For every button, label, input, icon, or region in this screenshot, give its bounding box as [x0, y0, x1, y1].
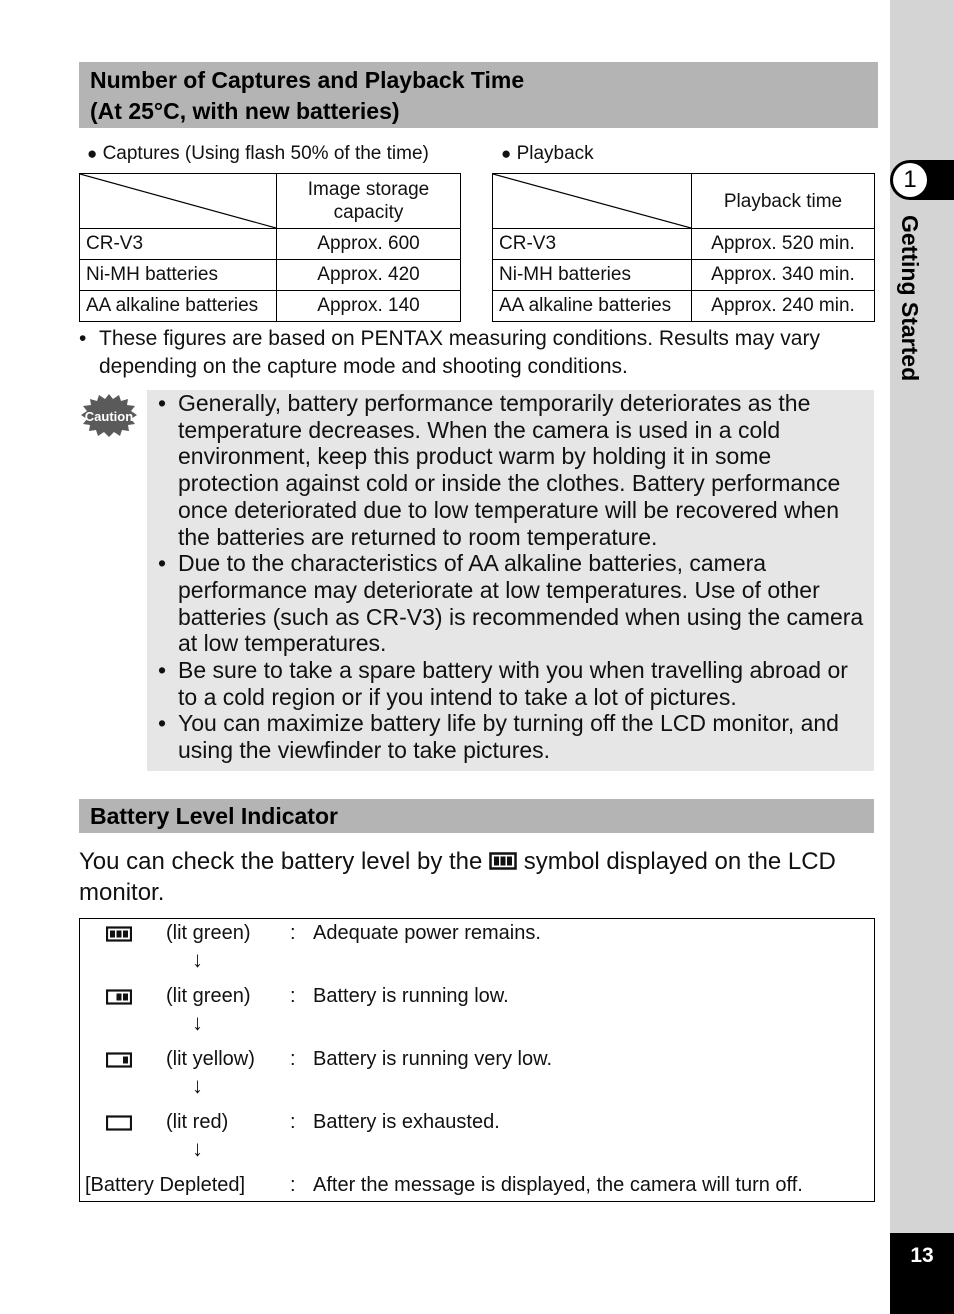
- table-corner-cell: [493, 174, 692, 229]
- table-row: [80, 229, 461, 260]
- level-colon: :: [290, 1111, 296, 1133]
- value-cell: Approx. 420: [277, 260, 461, 291]
- table-row: [493, 291, 875, 322]
- level-description: Adequate power remains.: [313, 922, 541, 944]
- level-description: Battery is exhausted.: [313, 1111, 500, 1133]
- note-bullet: •: [79, 327, 87, 350]
- caution-item: • You can maximize battery life by turning off the LCD monitor, and using the viewfinder to take pictures.: [178, 710, 864, 763]
- playback-label: [501, 141, 594, 167]
- battery-full-icon: [106, 926, 132, 942]
- captures-table: [79, 173, 461, 322]
- down-arrow-icon: ↓: [192, 1010, 203, 1035]
- diagonal-line: [493, 174, 691, 228]
- bullet-icon: ●: [501, 144, 512, 163]
- battery-two-thirds-icon: [106, 989, 132, 1005]
- level-row: [80, 1108, 874, 1138]
- table-corner-cell: [80, 174, 277, 229]
- depleted-label: [Battery Depleted]: [85, 1174, 246, 1196]
- caution-item: • Be sure to take a spare battery with you when travelling abroad or to a cold region or if you intend to take a lot of pictures.: [178, 657, 864, 710]
- battery-intro: [79, 846, 879, 908]
- battery-one-third-icon: [106, 1052, 132, 1068]
- level-row: [80, 982, 874, 1012]
- battery-cell: Ni-MH batteries: [493, 260, 692, 291]
- table-row: [80, 291, 461, 322]
- table-row: [493, 229, 875, 260]
- chapter-number: 1: [893, 163, 927, 197]
- chapter-title: Getting Started: [897, 215, 923, 382]
- value-cell: Approx. 140: [277, 291, 461, 322]
- page-number: 13: [910, 1244, 934, 1267]
- down-arrow-icon: ↓: [192, 1073, 203, 1098]
- section-heading-battery-level: [79, 799, 874, 833]
- level-colon: :: [290, 985, 296, 1007]
- depleted-row: [80, 1171, 874, 1201]
- caution-item: • Due to the characteristics of AA alkaline batteries, camera performance may deteriorate at low temperatures. Use of other batteries (such as CR-V3) is recommended when using the camera at low temperatures.: [178, 550, 864, 657]
- diagonal-line: [80, 174, 276, 228]
- table-row: [80, 260, 461, 291]
- level-description: Battery is running very low.: [313, 1048, 552, 1070]
- depleted-description: After the message is displayed, the camera will turn off.: [313, 1174, 803, 1196]
- battery-empty-icon: [106, 1115, 132, 1131]
- section-title: Battery Level Indicator: [90, 803, 338, 829]
- section-title-line2: (At 25°C, with new batteries): [90, 98, 400, 124]
- battery-level-table: [79, 918, 875, 1202]
- caution-list: [178, 390, 864, 764]
- captures-label-text: Captures (Using flash 50% of the time): [102, 143, 429, 164]
- level-color: (lit green): [166, 985, 251, 1007]
- level-row: [80, 919, 874, 949]
- measurement-note: [79, 325, 874, 381]
- battery-cell: CR-V3: [80, 229, 277, 260]
- captures-column-header: Image storage capacity: [277, 174, 461, 229]
- section-title-line1: Number of Captures and Playback Time: [90, 67, 525, 93]
- caution-box: [147, 390, 874, 771]
- battery-cell: CR-V3: [493, 229, 692, 260]
- down-arrow-icon: ↓: [192, 947, 203, 972]
- playback-column-header: Playback time: [692, 174, 875, 229]
- value-cell: Approx. 340 min.: [692, 260, 875, 291]
- table-row: [493, 260, 875, 291]
- captures-label: [87, 141, 429, 167]
- value-cell: Approx. 520 min.: [692, 229, 875, 260]
- caution-icon-label: Caution: [84, 409, 134, 424]
- battery-full-icon: [489, 852, 517, 870]
- level-row: [80, 1045, 874, 1075]
- level-colon: :: [290, 922, 296, 944]
- battery-cell: Ni-MH batteries: [80, 260, 277, 291]
- caution-item: • Generally, battery performance temporarily deteriorates as the temperature decreases. When the camera is used in a cold environment, keep this product warm by holding it in some protection against cold or inside the clothes. Battery performance once deteriorated due to low temperature will be recovered when the batteries are returned to room temperature.: [178, 390, 864, 550]
- level-color: (lit green): [166, 922, 251, 944]
- battery-cell: AA alkaline batteries: [493, 291, 692, 322]
- value-cell: Approx. 600: [277, 229, 461, 260]
- playback-table: [492, 173, 875, 322]
- level-color: (lit yellow): [166, 1048, 255, 1070]
- down-arrow-icon: ↓: [192, 1136, 203, 1161]
- value-cell: Approx. 240 min.: [692, 291, 875, 322]
- caution-badge-shape: [80, 393, 138, 438]
- page-number-box: [890, 1233, 954, 1314]
- playback-label-text: Playback: [516, 143, 594, 164]
- section-heading-captures: [79, 62, 878, 128]
- bullet-icon: ●: [87, 144, 98, 163]
- level-colon: :: [290, 1174, 296, 1196]
- intro-text-before: You can check the battery level by the: [79, 848, 483, 875]
- intro-text-after: symbol displayed on the LCD monitor.: [79, 848, 836, 906]
- caution-icon: [80, 393, 138, 438]
- level-color: (lit red): [166, 1111, 229, 1133]
- level-colon: :: [290, 1048, 296, 1070]
- level-description: Battery is running low.: [313, 985, 509, 1007]
- note-text: These figures are based on PENTAX measuring conditions. Results may vary depending on the capture mode and shooting conditions.: [99, 327, 820, 378]
- battery-cell: AA alkaline batteries: [80, 291, 277, 322]
